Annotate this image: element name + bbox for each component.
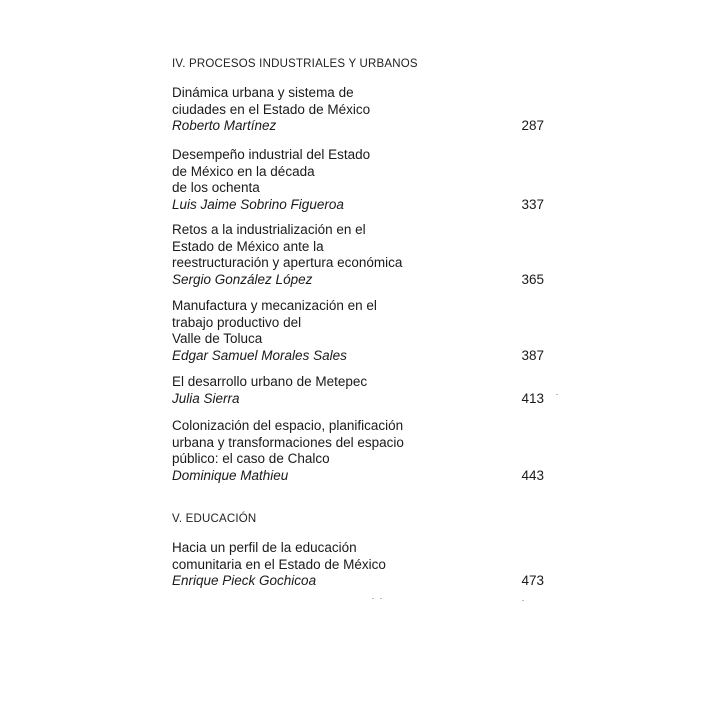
entry-title-line: Manufactura y mecanización en el: [172, 298, 377, 313]
scan-speck: [380, 598, 382, 599]
entry-title-line: público: el caso de Chalco: [172, 451, 330, 467]
entry-title-line: de los ochenta: [172, 180, 260, 196]
entry-page-number: 337: [521, 196, 544, 212]
entry-title-line: Colonización del espacio, planificación: [172, 418, 404, 433]
toc-entry: [172, 147, 544, 213]
entry-title-line: urbana y transformaciones del espacio: [172, 434, 404, 450]
entry-page-number: 473: [521, 573, 544, 589]
entry-page-number: 387: [521, 347, 544, 363]
entry-author: Enrique Pieck Gochicoa: [172, 573, 317, 589]
scan-speck: [372, 598, 374, 599]
section-title: IV. PROCESOS INDUSTRIALES Y URBANOS: [172, 58, 418, 70]
entry-author: Luis Jaime Sobrino Figueroa: [172, 196, 344, 212]
entry-title-line: El desarrollo urbano de Metepec: [172, 374, 368, 389]
scan-speck: [556, 394, 558, 395]
entry-title-line: Retos a la industrialización en el: [172, 222, 366, 237]
entry-title-line: ciudades en el Estado de México: [172, 101, 371, 117]
scan-speck: [522, 600, 524, 601]
toc-entry: [172, 85, 544, 135]
entry-title-line: Dinámica urbana y sistema de: [172, 85, 354, 100]
toc-entry: [172, 298, 544, 364]
entry-author: Roberto Martínez: [172, 118, 277, 134]
entry-author: Julia Sierra: [172, 390, 240, 406]
entry-title-line: comunitaria en el Estado de México: [172, 556, 386, 572]
toc-entry: [172, 222, 544, 288]
entry-page-number: 287: [521, 118, 544, 134]
entry-title-line: Valle de Toluca: [172, 331, 263, 347]
entry-author: Edgar Samuel Morales Sales: [172, 347, 347, 363]
entry-title-line: Hacia un perfil de la educación: [172, 540, 357, 555]
toc-entry: [172, 374, 544, 407]
entry-author: Dominique Mathieu: [172, 467, 289, 483]
entry-author: Sergio González López: [172, 271, 313, 287]
entry-title-line: Estado de México ante la: [172, 238, 324, 254]
entry-title-line: trabajo productivo del: [172, 314, 302, 330]
entry-page-number: 443: [521, 467, 544, 483]
toc-entry: [172, 418, 544, 484]
toc-entry: [172, 540, 544, 590]
entry-title-line: reestructuración y apertura económica: [172, 255, 403, 271]
entry-title-line: Desempeño industrial del Estado: [172, 147, 371, 162]
entry-page-number: 413: [521, 390, 544, 406]
entry-title-line: de México en la década: [172, 163, 315, 179]
entry-page-number: 365: [521, 271, 544, 287]
section-title: V. EDUCACIÓN: [172, 513, 257, 525]
